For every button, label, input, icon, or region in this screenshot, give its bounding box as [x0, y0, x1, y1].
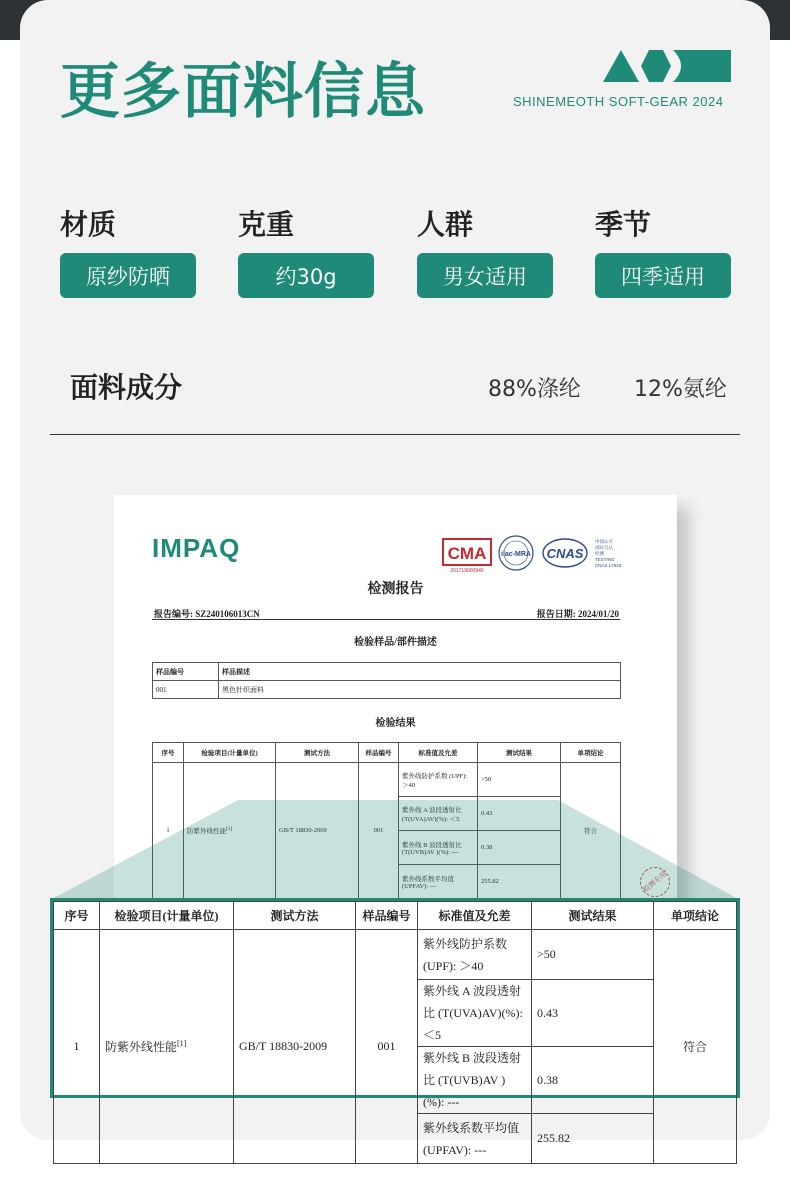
- results-section-title: 检验结果: [375, 718, 416, 729]
- svg-text:CMA: CMA: [447, 544, 487, 563]
- svg-text:中国认可: 中国认可: [595, 539, 613, 544]
- results-header: 单项结论: [561, 743, 621, 763]
- results-standard: 紫外线防护系数 (UPF): ＞40: [399, 763, 478, 797]
- zoom-header: 检验项目(计量单位): [100, 902, 234, 930]
- certification-logos: [439, 535, 639, 575]
- report-date: 报告日期: 2024/01/20: [536, 609, 619, 619]
- cma-icon: [443, 539, 491, 574]
- zoom-result: 0.43: [532, 980, 654, 1047]
- results-standard: 紫外线系数平均值 (UPFAV): ---: [399, 865, 478, 899]
- results-standard: 紫外线 A 波段透射比 (T(UVA)AV)(%): ＜5: [399, 797, 478, 831]
- svg-text:国际互认: 国际互认: [595, 545, 613, 550]
- svg-text:CNAS L7523: CNAS L7523: [595, 563, 622, 568]
- zoom-header: 标准值及允差: [418, 902, 532, 930]
- zoom-header: 单项结论: [654, 902, 737, 930]
- results-cell: 001: [359, 763, 399, 899]
- composition-polyester: 88%涤纶: [488, 377, 581, 402]
- report-rule: [152, 619, 620, 620]
- results-table-zoomed: [53, 901, 737, 1164]
- attribute-season: [595, 203, 731, 298]
- svg-text:TESTING: TESTING: [595, 557, 615, 562]
- inspection-stamp: 检测专用: [634, 861, 676, 903]
- sample-table-cell: 黑色针织面料: [219, 681, 621, 699]
- sample-table-header: 样品编号: [153, 663, 219, 681]
- report-number: 报告编号: SZ240106013CN: [154, 609, 260, 619]
- results-header: 样品编号: [359, 743, 399, 763]
- zoom-standard: 紫外线系数平均值 (UPFAV): ---: [418, 1114, 532, 1164]
- results-item-cell: 防紫外线性能[1]: [184, 763, 276, 899]
- zoom-header: 样品编号: [356, 902, 418, 930]
- attribute-value-pill: 原纱防晒: [60, 253, 196, 298]
- attribute-material: [60, 203, 196, 298]
- report-title: 检测报告: [367, 582, 424, 597]
- zoom-item: 防紫外线性能[1]: [100, 930, 234, 1164]
- results-table-small: [152, 742, 621, 899]
- zoom-standard: 紫外线 B 波段透射比 (T(UVB)AV )(%): ---: [418, 1047, 532, 1114]
- attribute-value-pill: 四季适用: [595, 253, 731, 298]
- results-value: 0.43: [478, 797, 561, 831]
- results-cell: GB/T 18830-2009: [276, 763, 359, 899]
- results-header: 序号: [153, 743, 184, 763]
- svg-text:CNAS: CNAS: [546, 546, 584, 561]
- zoom-result: 0.38: [532, 1047, 654, 1114]
- zoom-standard: 紫外线 A 波段透射比 (T(UVA)AV)(%): ＜5: [418, 980, 532, 1047]
- ilac-mra-icon: [499, 536, 533, 570]
- results-value: 0.38: [478, 831, 561, 865]
- zoom-result: >50: [532, 930, 654, 980]
- sample-table-header: 样品描述: [219, 663, 621, 681]
- cnas-icon: [543, 539, 587, 567]
- zoom-method: GB/T 18830-2009: [234, 930, 356, 1164]
- results-value: 255.82: [478, 865, 561, 899]
- results-cell: 1: [153, 763, 184, 899]
- composition-spandex: 12%氨纶: [634, 377, 727, 402]
- cma-code: 201719000940: [450, 568, 484, 574]
- composition-label: 面料成分: [70, 371, 183, 404]
- zoom-index: 1: [54, 930, 100, 1164]
- attribute-label: 材质: [60, 208, 117, 241]
- results-header: 标准值及允差: [399, 743, 478, 763]
- zoom-sample-no: 001: [356, 930, 418, 1164]
- impaq-logo: IMPAQ: [152, 533, 241, 563]
- sample-table-cell: 001: [153, 681, 219, 699]
- cnas-caption: [595, 538, 622, 568]
- svg-text:检测: 检测: [595, 551, 604, 556]
- zoom-conclusion: 符合: [654, 930, 737, 1164]
- brand-caption: SHINEMEOTH SOFT-GEAR 2024: [513, 94, 724, 109]
- zoom-header: 序号: [54, 902, 100, 930]
- attribute-audience: [417, 203, 553, 298]
- zoom-header: 测试结果: [532, 902, 654, 930]
- results-value: >50: [478, 763, 561, 797]
- zoom-standard: 紫外线防护系数 (UPF): ＞40: [418, 930, 532, 980]
- svg-text:ilac-MRA: ilac-MRA: [501, 551, 531, 558]
- page-title: 更多面料信息: [60, 57, 426, 127]
- results-header: 检验项目(计量单位): [184, 743, 276, 763]
- attribute-label: 克重: [238, 208, 295, 241]
- test-report-document: [114, 495, 677, 915]
- attribute-label: 季节: [595, 208, 652, 241]
- zoom-header: 测试方法: [234, 902, 356, 930]
- sample-table: [152, 662, 621, 699]
- sample-section-title: 检验样品/部件描述: [354, 637, 437, 648]
- results-standard: 紫外线 B 波段透射比 (T(UVB)AV )(%): ---: [399, 831, 478, 865]
- results-header: 测试结果: [478, 743, 561, 763]
- section-divider: [50, 434, 740, 435]
- results-conclusion: 符合: [561, 763, 621, 899]
- attribute-value-pill: 约30g: [238, 253, 374, 298]
- zoom-result: 255.82: [532, 1114, 654, 1164]
- results-header: 测试方法: [276, 743, 359, 763]
- attribute-weight: [238, 203, 374, 298]
- brand-logo-shapes: [603, 50, 731, 82]
- zoomed-results-table: [50, 898, 740, 1157]
- attribute-label: 人群: [417, 208, 474, 241]
- attribute-value-pill: 男女适用: [417, 253, 553, 298]
